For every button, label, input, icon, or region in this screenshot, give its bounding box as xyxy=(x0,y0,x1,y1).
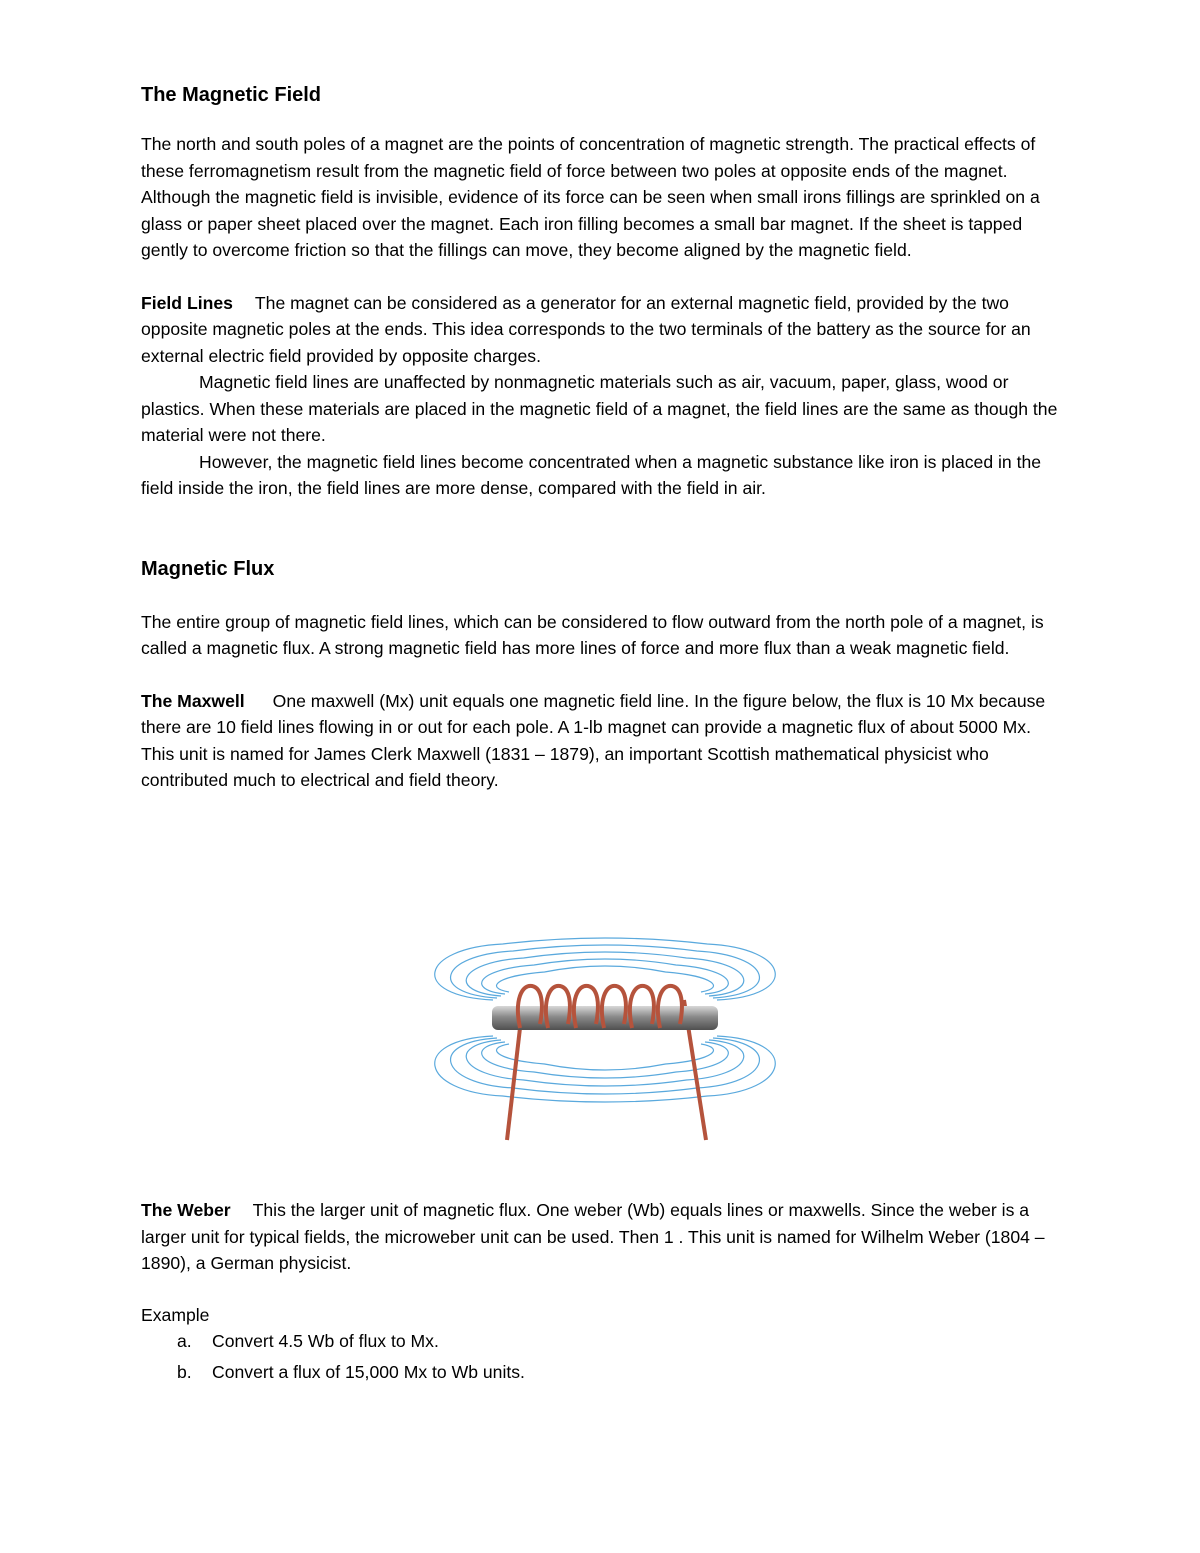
label-field-lines: Field Lines xyxy=(141,292,233,313)
example-section xyxy=(141,1302,1061,1329)
weber-section xyxy=(141,1197,1061,1277)
paragraph-weber xyxy=(141,1197,1061,1277)
electromagnet-diagram xyxy=(412,900,798,1150)
list-text: Convert a flux of 15,000 Mx to Wb units. xyxy=(212,1362,525,1382)
list-item xyxy=(141,1326,525,1357)
field-line xyxy=(497,1044,714,1070)
list-marker: b. xyxy=(177,1362,192,1382)
label-weber: The Weber xyxy=(141,1200,231,1220)
example-title: Example xyxy=(141,1305,210,1325)
list-text: Convert 4.5 Wb of flux to Mx. xyxy=(212,1331,439,1351)
document-content xyxy=(141,80,1061,794)
field-lines-bottom xyxy=(435,1036,776,1102)
label-maxwell: The Maxwell xyxy=(141,690,245,711)
field-line xyxy=(482,959,729,994)
paragraph-magnetic-field: The north and south poles of a magnet are the points of concentration of magnetic strength. The practical effects of these ferromagnetism result from the magnetic field of force between two poles at opposite ends of the magnet. Although the magnetic field is invisible, evidence of its force can be seen when small irons fillings are sprinkled on a glass or paper sheet placed over the magnet. Each iron filling becomes a small bar magnet. If the sheet is tapped gently to overcome friction so that the fillings can move, they become aligned by the magnetic field. xyxy=(141,134,1040,260)
paragraph-maxwell xyxy=(141,688,1061,794)
list-marker: a. xyxy=(177,1331,192,1351)
field-line xyxy=(497,966,714,992)
coil-lead-left xyxy=(507,1028,520,1140)
field-line xyxy=(466,1040,743,1086)
text-weber: This the larger unit of magnetic flux. One weber (Wb) equals lines or maxwells. Since the weber is a larger unit for typical fields, the microweber unit can be used. Then 1 . This unit is named for Wilhelm Weber (1804 – 1890), a German physicist. xyxy=(141,1200,1045,1273)
heading-magnetic-field: The Magnetic Field xyxy=(141,84,322,106)
field-line xyxy=(435,1036,776,1102)
paragraph-field-lines xyxy=(141,290,1061,370)
text-field-lines-1: The magnet can be considered as a generator for an external magnetic field, provided by the two opposite magnetic poles at the ends. This idea corresponds to the two terminals of the battery as the source for an external electric field provided by opposite charges. xyxy=(141,292,1031,366)
electromagnet-figure xyxy=(412,900,798,1150)
list-item xyxy=(141,1357,525,1388)
text-maxwell: One maxwell (Mx) unit equals one magnetic field line. In the figure below, the flux is 10 Mx because there are 10 field lines flowing in or out for each pole. A 1-lb magnet can provide a magnetic flux of about 5000 Mx. This unit is named for James Clerk Maxwell (1831 – 1879), an important Scottish mathematical physicist who contributed much to electrical and field theory. xyxy=(141,690,1046,790)
example-list xyxy=(141,1326,525,1388)
paragraph-field-lines-2: Magnetic field lines are unaffected by nonmagnetic materials such as air, vacuum, paper, glass, wood or plastics. When these materials are placed in the magnetic field of a magnet, the field lines are the same as though the material were not there. xyxy=(141,372,1058,445)
paragraph-magnetic-flux: The entire group of magnetic field lines, which can be considered to flow outward from the north pole of a magnet, is called a magnetic flux. A strong magnetic field has more lines of force and more flux than a weak magnetic field. xyxy=(141,611,1044,658)
paragraph-field-lines-3: However, the magnetic field lines become concentrated when a magnetic substance like iron is placed in the field inside the iron, the field lines are more dense, compared with the field in air. xyxy=(141,451,1042,498)
heading-magnetic-flux: Magnetic Flux xyxy=(141,557,275,580)
